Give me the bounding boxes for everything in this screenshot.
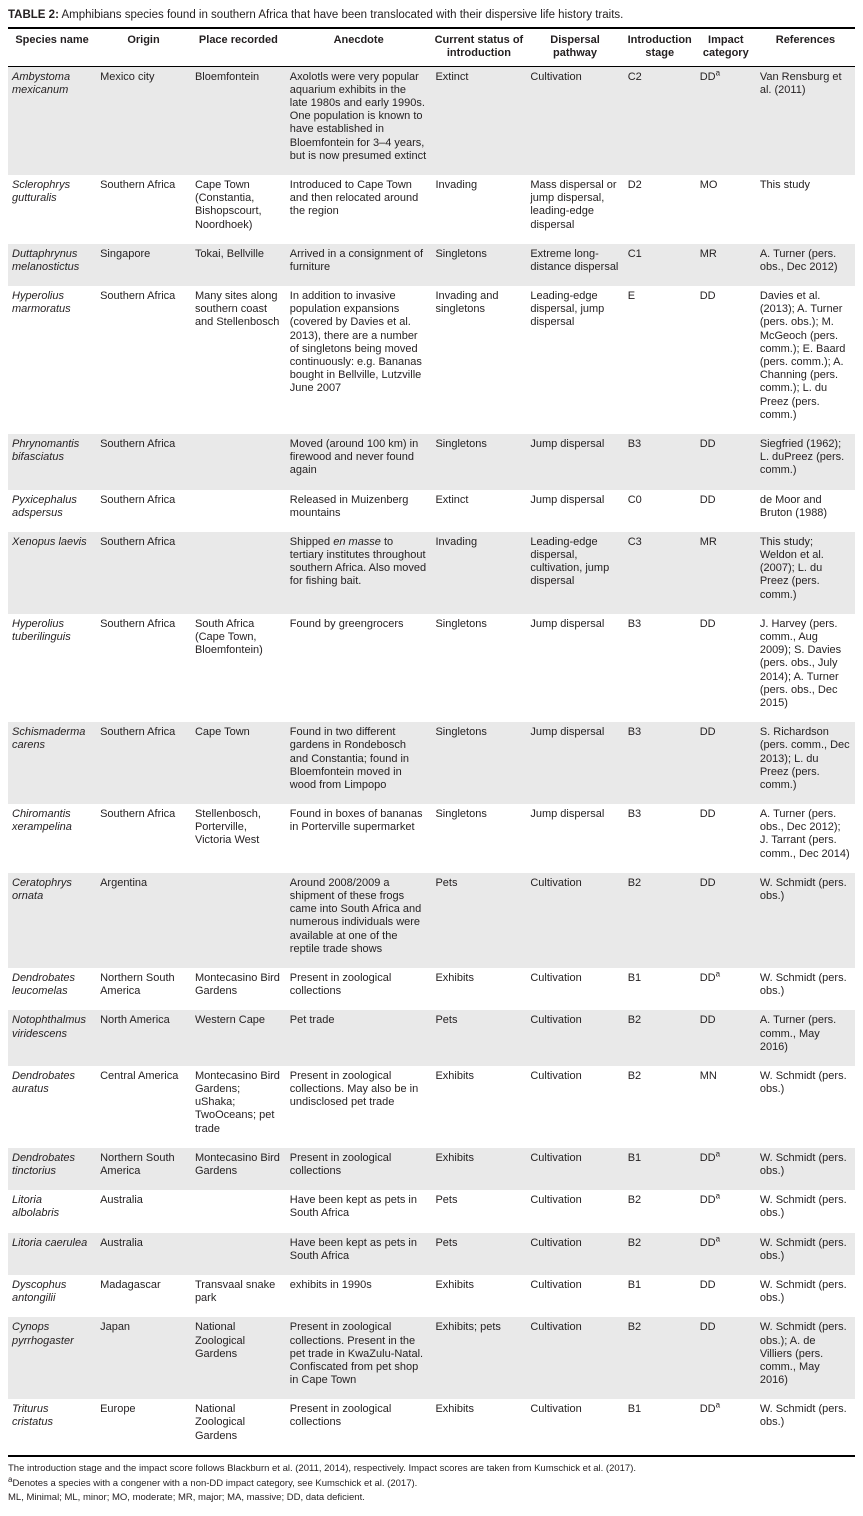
table-row bbox=[8, 722, 855, 804]
header-row bbox=[8, 28, 855, 66]
anecdote-cell: Arrived in a consignment of furniture bbox=[289, 247, 424, 273]
status-cell: Exhibits bbox=[435, 1278, 474, 1291]
introduction-stage-cell: C2 bbox=[627, 70, 642, 83]
place-recorded-cell bbox=[191, 434, 286, 490]
impact-category-cell: $DD^a$ bbox=[699, 1233, 721, 1249]
table-caption bbox=[8, 6, 855, 27]
table-row bbox=[8, 532, 855, 614]
species-cell: Chiromantis xerampelina bbox=[12, 808, 72, 834]
references-cell: This study; Weldon et al. (2007); L. du Preez (pers. comm.) bbox=[759, 535, 824, 601]
references-cell: W. Schmidt (pers. obs.) bbox=[759, 1151, 847, 1178]
impact-category-cell: $DD^a$ bbox=[699, 1191, 721, 1207]
origin-cell: Southern Africa bbox=[100, 617, 176, 630]
dispersal-pathway-cell: Jump dispersal bbox=[530, 437, 605, 450]
introduction-stage-cell: B3 bbox=[627, 726, 642, 739]
table-row bbox=[8, 1399, 855, 1456]
status-cell: Exhibits bbox=[435, 1151, 474, 1164]
introduction-stage-cell: B2 bbox=[627, 1321, 642, 1334]
anecdote-cell: Found in boxes of bananas in Porterville supermarket bbox=[289, 808, 423, 834]
impact-category-cell: MN bbox=[699, 1069, 717, 1082]
references-cell: W. Schmidt (pers. obs.) bbox=[759, 1278, 847, 1305]
references-cell: Davies et al. (2013); A. Turner (pers. obs.); M. McGeoch (pers. comm.); E. Baard (pers. comm.); A. Channing (pers. comm.); L. du Preez (pers. comm.) bbox=[759, 290, 846, 421]
origin-cell: Southern Africa bbox=[100, 437, 176, 450]
species-cell: Hyperolius marmoratus bbox=[12, 290, 71, 316]
introduction-stage-cell: C3 bbox=[627, 535, 642, 548]
impact-category-cell: DD bbox=[699, 290, 716, 303]
origin-cell: Australia bbox=[100, 1236, 143, 1249]
introduction-stage-cell: B3 bbox=[627, 437, 642, 450]
species-cell: Duttaphrynus melanostictus bbox=[12, 247, 80, 273]
anecdote-cell: Present in zoological collections bbox=[289, 971, 392, 998]
table-row bbox=[8, 968, 855, 1010]
anecdote-cell: Pet trade bbox=[289, 1014, 335, 1027]
references-cell: A. Turner (pers. comm., May 2016) bbox=[759, 1014, 837, 1053]
column-header-origin: Origin bbox=[96, 28, 191, 66]
status-cell: Extinct bbox=[435, 70, 469, 83]
dispersal-pathway-cell: Cultivation bbox=[530, 876, 582, 889]
impact-category-cell: DD bbox=[699, 726, 716, 739]
footnote: $^a$Denotes a species with a congener with a non-DD impact category, see Kumschick et al. (2017). bbox=[8, 1474, 418, 1489]
anecdote-cell: Axolotls were very popular aquarium exhibits in the late 1980s and early 1990s. One population is known to have established in Bloemfontein for 3–4 years, but is now presumed extinct bbox=[289, 70, 427, 162]
status-cell: Singletons bbox=[435, 247, 487, 260]
species-cell: Dendrobates tinctorius bbox=[12, 1151, 75, 1178]
species-cell: Dendrobates leucomelas bbox=[12, 971, 75, 998]
references-cell: W. Schmidt (pers. obs.) bbox=[759, 876, 847, 903]
introduction-stage-cell: B3 bbox=[627, 617, 642, 630]
place-recorded-cell bbox=[191, 1190, 286, 1232]
place-recorded-cell bbox=[191, 490, 286, 532]
references-cell: This study bbox=[759, 178, 810, 191]
references-cell: W. Schmidt (pers. obs.) bbox=[759, 1194, 847, 1220]
place-recorded-cell: Cape Town bbox=[194, 726, 250, 739]
column-header-references: References bbox=[756, 28, 855, 66]
anecdote-cell: Present in zoological collections. May also be in undisclosed pet trade bbox=[289, 1069, 419, 1109]
dispersal-pathway-cell: Cultivation bbox=[530, 1151, 582, 1164]
introduction-stage-cell: B2 bbox=[627, 876, 642, 889]
place-recorded-cell: Montecasino Bird Gardens bbox=[194, 1151, 280, 1178]
anecdote-cell: Have been kept as pets in South Africa bbox=[289, 1194, 417, 1220]
place-recorded-cell: Stellenbosch, Porterville, Victoria West bbox=[194, 808, 261, 847]
references-cell: Siegfried (1962); L. duPreez (pers. comm.) bbox=[759, 437, 845, 477]
species-cell: Sclerophrys gutturalis bbox=[12, 178, 71, 205]
origin-cell: Southern Africa bbox=[100, 290, 176, 303]
origin-cell: Madagascar bbox=[100, 1278, 161, 1291]
table-row bbox=[8, 490, 855, 532]
origin-cell: Southern Africa bbox=[100, 493, 176, 506]
status-cell: Invading and singletons bbox=[435, 290, 499, 316]
impact-category-cell: MO bbox=[699, 178, 718, 191]
dispersal-pathway-cell: Extreme long-distance dispersal bbox=[530, 247, 619, 273]
references-cell: A. Turner (pers. obs., Dec 2012) bbox=[759, 247, 838, 273]
table-row bbox=[8, 1066, 855, 1148]
table-row bbox=[8, 244, 855, 286]
impact-category-cell: $DD^a$ bbox=[699, 1400, 721, 1416]
status-cell: Exhibits; pets bbox=[435, 1321, 501, 1334]
column-header-place-recorded: Place recorded bbox=[191, 28, 286, 66]
impact-category-cell: $DD^a$ bbox=[699, 969, 721, 984]
table-row bbox=[8, 1190, 855, 1232]
footnote: ML, Minimal; ML, minor; MO, moderate; MR, major; MA, massive; DD, data deficient. bbox=[8, 1492, 365, 1504]
status-cell: Exhibits bbox=[435, 971, 474, 984]
table-caption-text: Amphibians species found in southern Africa that have been translocated with their dispersive life history traits. bbox=[61, 9, 624, 21]
origin-cell: Mexico city bbox=[100, 70, 155, 83]
status-cell: Singletons bbox=[435, 808, 487, 821]
origin-cell: Singapore bbox=[100, 247, 151, 260]
place-recorded-cell: Cape Town (Constantia, Bishopscourt, Noordhoek) bbox=[194, 178, 262, 231]
origin-cell: Northern South America bbox=[100, 971, 175, 998]
introduction-stage-cell: B3 bbox=[627, 808, 642, 821]
anecdote-cell: Around 2008/2009 a shipment of these frogs came into South Africa and numerous individuals were available at one of the reptile trade shows bbox=[289, 876, 422, 955]
table-row bbox=[8, 1233, 855, 1275]
references-cell: de Moor and Bruton (1988) bbox=[759, 493, 828, 519]
column-header-anecdote: Anecdote bbox=[286, 28, 432, 66]
introduction-stage-cell: B2 bbox=[627, 1236, 642, 1249]
species-cell: Xenopus laevis bbox=[12, 535, 87, 548]
introduction-stage-cell: B1 bbox=[627, 1278, 642, 1291]
references-cell: W. Schmidt (pers. obs.) bbox=[759, 971, 847, 998]
dispersal-pathway-cell: Cultivation bbox=[530, 1014, 582, 1027]
table-row bbox=[8, 1275, 855, 1317]
anecdote-cell: exhibits in 1990s bbox=[289, 1278, 372, 1291]
species-cell: Dyscophus antongilii bbox=[12, 1278, 67, 1305]
introduction-stage-cell: C1 bbox=[627, 247, 642, 260]
introduction-stage-cell: B2 bbox=[627, 1069, 642, 1082]
introduction-stage-cell: B1 bbox=[627, 971, 642, 984]
status-cell: Invading bbox=[435, 178, 478, 191]
dispersal-pathway-cell: Cultivation bbox=[530, 1278, 582, 1291]
references-cell: W. Schmidt (pers. obs.) bbox=[759, 1403, 847, 1429]
table-row bbox=[8, 434, 855, 490]
status-cell: Extinct bbox=[435, 493, 469, 506]
anecdote-cell: Moved (around 100 km) in firewood and never found again bbox=[289, 437, 419, 477]
introduction-stage-cell: B2 bbox=[627, 1014, 642, 1027]
dispersal-pathway-cell: Cultivation bbox=[530, 1194, 582, 1207]
species-cell: Ambystoma mexicanum bbox=[12, 70, 71, 96]
status-cell: Pets bbox=[435, 876, 458, 889]
anecdote-cell: Present in zoological collections bbox=[289, 1151, 392, 1178]
dispersal-pathway-cell: Jump dispersal bbox=[530, 808, 605, 821]
table-row bbox=[8, 286, 855, 434]
place-recorded-cell bbox=[191, 873, 286, 968]
status-cell: Exhibits bbox=[435, 1069, 474, 1082]
dispersal-pathway-cell: Cultivation bbox=[530, 1403, 582, 1416]
table-footnotes bbox=[8, 1457, 855, 1506]
dispersal-pathway-cell: Leading-edge dispersal, jump dispersal bbox=[530, 290, 605, 329]
table-row bbox=[8, 614, 855, 722]
impact-category-cell: DD bbox=[699, 437, 716, 450]
origin-cell: Southern Africa bbox=[100, 726, 176, 739]
table-row bbox=[8, 175, 855, 244]
dispersal-pathway-cell: Jump dispersal bbox=[530, 617, 605, 630]
column-header-species: Species name bbox=[8, 28, 96, 66]
impact-category-cell: DD bbox=[699, 876, 716, 889]
species-cell: Notophthalmus viridescens bbox=[12, 1014, 86, 1040]
column-header-dispersal-pathway: Dispersal pathway bbox=[526, 28, 623, 66]
origin-cell: Southern Africa bbox=[100, 535, 176, 548]
place-recorded-cell: Montecasino Bird Gardens; uShaka; TwoOceans; pet trade bbox=[194, 1069, 280, 1135]
status-cell: Pets bbox=[435, 1014, 458, 1027]
species-cell: Dendrobates auratus bbox=[12, 1069, 75, 1096]
references-cell: J. Harvey (pers. comm., Aug 2009); S. Davies (pers. obs., July 2014); A. Turner (pers. obs., Dec 2015) bbox=[759, 617, 842, 709]
dispersal-pathway-cell: Jump dispersal bbox=[530, 493, 605, 506]
origin-cell: Central America bbox=[100, 1069, 179, 1082]
dispersal-pathway-cell: Jump dispersal bbox=[530, 726, 605, 739]
references-cell: S. Richardson (pers. comm., Dec 2013); L. du Preez (pers. comm.) bbox=[759, 726, 850, 791]
origin-cell: North America bbox=[100, 1014, 170, 1027]
anecdote-cell: Have been kept as pets in South Africa bbox=[289, 1236, 417, 1262]
origin-cell: Southern Africa bbox=[100, 178, 176, 191]
dispersal-pathway-cell: Cultivation bbox=[530, 70, 582, 83]
place-recorded-cell: South Africa (Cape Town, Bloemfontein) bbox=[194, 617, 263, 657]
impact-category-cell: DD bbox=[699, 1278, 716, 1291]
references-cell: Van Rensburg et al. (2011) bbox=[759, 70, 842, 96]
dispersal-pathway-cell: Cultivation bbox=[530, 971, 582, 984]
anecdote-cell: Shipped en masse to tertiary institutes throughout southern Africa. Also moved for fishing bait. bbox=[289, 535, 427, 588]
status-cell: Singletons bbox=[435, 726, 487, 739]
introduction-stage-cell: D2 bbox=[627, 178, 642, 191]
references-cell: W. Schmidt (pers. obs.); A. de Villiers (pers. comm., May 2016) bbox=[759, 1321, 847, 1387]
anecdote-cell: Present in zoological collections. Present in the pet trade in KwaZulu-Natal. Confiscated from pet shop in Cape Town bbox=[289, 1321, 424, 1387]
impact-category-cell: DD bbox=[699, 1014, 716, 1027]
place-recorded-cell: Transvaal snake park bbox=[194, 1278, 276, 1305]
references-cell: W. Schmidt (pers. obs.) bbox=[759, 1236, 847, 1262]
impact-category-cell: $DD^a$ bbox=[699, 68, 721, 83]
impact-category-cell: MR bbox=[699, 247, 717, 260]
impact-category-cell: MR bbox=[699, 535, 717, 548]
status-cell: Pets bbox=[435, 1194, 458, 1207]
table-row bbox=[8, 66, 855, 175]
anecdote-cell: Introduced to Cape Town and then relocated around the region bbox=[289, 178, 419, 218]
table-row bbox=[8, 873, 855, 968]
table-row bbox=[8, 1148, 855, 1190]
anecdote-cell: Found by greengrocers bbox=[289, 617, 404, 630]
table-body bbox=[8, 66, 855, 1456]
anecdote-cell: In addition to invasive population expansions (covered by Davies et al. 2013), there are a number of singletons being moved continuously: e.g. Bananas bought in Bellville, Lutzville June 2007 bbox=[289, 290, 422, 395]
dispersal-pathway-cell: Cultivation bbox=[530, 1236, 582, 1249]
status-cell: Singletons bbox=[435, 437, 487, 450]
dispersal-pathway-cell: Cultivation bbox=[530, 1321, 582, 1334]
place-recorded-cell: Western Cape bbox=[194, 1014, 266, 1027]
place-recorded-cell: Many sites along southern coast and Stellenbosch bbox=[194, 290, 280, 329]
impact-category-cell: DD bbox=[699, 617, 716, 630]
species-cell: Triturus cristatus bbox=[12, 1403, 53, 1429]
introduction-stage-cell: B1 bbox=[627, 1151, 642, 1164]
place-recorded-cell: National Zoological Gardens bbox=[194, 1403, 246, 1442]
place-recorded-cell bbox=[191, 1233, 286, 1275]
table-row bbox=[8, 1317, 855, 1399]
references-cell: W. Schmidt (pers. obs.) bbox=[759, 1069, 847, 1096]
status-cell: Pets bbox=[435, 1236, 458, 1249]
place-recorded-cell: National Zoological Gardens bbox=[194, 1321, 246, 1360]
anecdote-cell: Present in zoological collections bbox=[289, 1403, 392, 1429]
impact-category-cell: DD bbox=[699, 1321, 716, 1334]
species-cell: Cynops pyrrhogaster bbox=[12, 1321, 74, 1347]
place-recorded-cell: Montecasino Bird Gardens bbox=[194, 971, 280, 998]
place-recorded-cell: Tokai, Bellville bbox=[194, 247, 265, 260]
species-cell: Litoria caerulea bbox=[12, 1236, 88, 1249]
impact-category-cell: $DD^a$ bbox=[699, 1149, 721, 1164]
anecdote-cell: Found in two different gardens in Rondebosch and Constantia; found in Bloemfontein moved in wood from Limpopo bbox=[289, 726, 410, 791]
species-cell: Phrynomantis bifasciatus bbox=[12, 437, 80, 464]
introduction-stage-cell: E bbox=[627, 290, 636, 303]
anecdote-cell: Released in Muizenberg mountains bbox=[289, 493, 409, 519]
footnote: The introduction stage and the impact score follows Blackburn et al. (2011, 2014), respectively. Impact scores are taken from Kumschick et al. (2017). bbox=[8, 1462, 637, 1474]
place-recorded-cell: Bloemfontein bbox=[194, 70, 260, 83]
table-row bbox=[8, 1010, 855, 1066]
origin-cell: Northern South America bbox=[100, 1151, 175, 1178]
dispersal-pathway-cell: Mass dispersal or jump dispersal, leading-edge dispersal bbox=[530, 178, 617, 231]
origin-cell: Japan bbox=[100, 1321, 131, 1334]
species-cell: Pyxicephalus adspersus bbox=[12, 493, 77, 519]
dispersal-pathway-cell: Leading-edge dispersal, cultivation, jump dispersal bbox=[530, 535, 610, 588]
table-header bbox=[8, 28, 855, 66]
origin-cell: Argentina bbox=[100, 876, 148, 889]
impact-category-cell: DD bbox=[699, 808, 716, 821]
status-cell: Invading bbox=[435, 535, 478, 548]
species-cell: Hyperolius tuberilinguis bbox=[12, 617, 71, 644]
introduction-stage-cell: B2 bbox=[627, 1194, 642, 1207]
status-cell: Exhibits bbox=[435, 1403, 474, 1416]
status-cell: Singletons bbox=[435, 617, 487, 630]
table-row bbox=[8, 804, 855, 873]
dispersal-pathway-cell: Cultivation bbox=[530, 1069, 582, 1082]
column-header-current-status: Current status of introduction bbox=[431, 28, 526, 66]
introduction-stage-cell: C0 bbox=[627, 493, 642, 506]
column-header-impact-category: Impact category bbox=[696, 28, 756, 66]
origin-cell: Europe bbox=[100, 1403, 136, 1416]
references-cell: A. Turner (pers. obs., Dec 2012); J. Tarrant (pers. comm., Dec 2014) bbox=[759, 808, 850, 860]
impact-category-cell: DD bbox=[699, 493, 716, 506]
species-cell: Litoria albolabris bbox=[12, 1194, 60, 1220]
table-caption-label: TABLE 2: bbox=[8, 9, 59, 21]
species-cell: Schismaderma carens bbox=[12, 726, 86, 752]
species-cell: Ceratophrys ornata bbox=[12, 876, 72, 903]
origin-cell: Australia bbox=[100, 1194, 143, 1207]
introduction-stage-cell: B1 bbox=[627, 1403, 642, 1416]
origin-cell: Southern Africa bbox=[100, 808, 176, 821]
species-table bbox=[8, 27, 855, 1456]
column-header-introduction-stage: Introduction stage bbox=[624, 28, 696, 66]
place-recorded-cell bbox=[191, 532, 286, 614]
